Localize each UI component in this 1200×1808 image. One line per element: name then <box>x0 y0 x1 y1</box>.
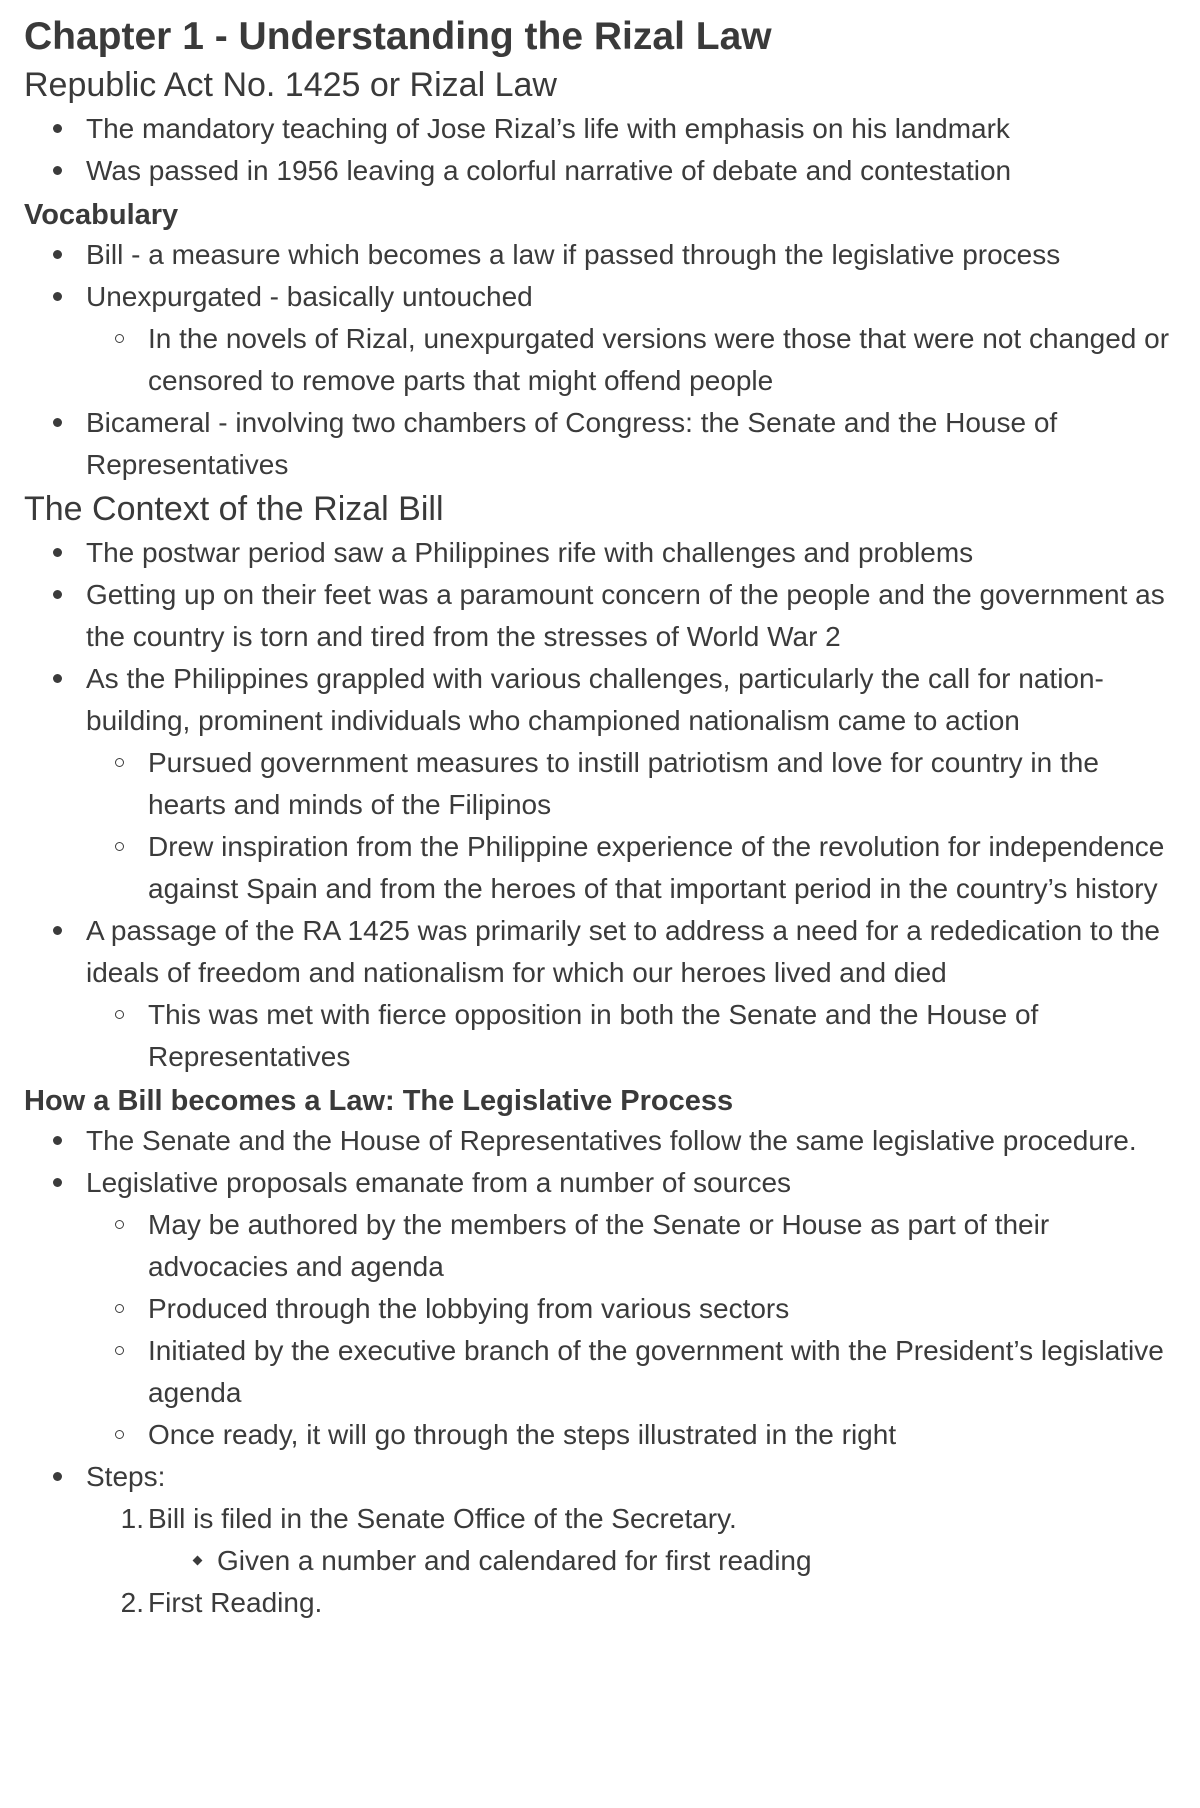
vocabulary-list <box>24 234 1176 486</box>
list-subitem: Once ready, it will go through the steps illustrated in the right <box>24 1414 1176 1456</box>
list-subitem: This was met with fierce opposition in both the Senate and the House of Representatives <box>24 994 1176 1078</box>
section-heading-vocabulary: Vocabulary <box>24 199 179 231</box>
list-item: The Senate and the House of Representatives follow the same legislative procedure. <box>24 1120 1176 1162</box>
list-subitem: Produced through the lobbying from various sectors <box>24 1288 1176 1330</box>
step-number: 1. <box>120 1503 144 1534</box>
section-heading-ra: Republic Act No. 1425 or Rizal Law <box>24 66 557 104</box>
bullet-icon <box>42 658 72 700</box>
hollow-bullet-icon <box>104 1288 134 1330</box>
bullet-icon <box>42 574 72 616</box>
hollow-bullet-icon <box>104 1204 134 1246</box>
list-item: The postwar period saw a Philippines rife with challenges and problems <box>24 532 1176 574</box>
list-item: Getting up on their feet was a paramount concern of the people and the government as the country is torn and tired from the stresses of World War 2 <box>24 574 1176 658</box>
list-subitem: Initiated by the executive branch of the government with the President’s legislative agenda <box>24 1330 1176 1414</box>
list-item: As the Philippines grappled with various challenges, particularly the call for nation-building, prominent individuals who championed nationalism came to action <box>24 658 1176 742</box>
bullet-icon <box>42 234 72 276</box>
hollow-bullet-icon <box>104 742 134 784</box>
list-subitem: Drew inspiration from the Philippine experience of the revolution for independence against Spain and from the heroes of that important period in the country’s history <box>24 826 1176 910</box>
list-subitem: In the novels of Rizal, unexpurgated versions were those that were not changed or censored to remove parts that might offend people <box>24 318 1176 402</box>
list-item: The mandatory teaching of Jose Rizal’s life with emphasis on his landmark <box>24 108 1176 150</box>
list-subitem: May be authored by the members of the Senate or House as part of their advocacies and agenda <box>24 1204 1176 1288</box>
context-list <box>24 532 1176 1078</box>
hollow-bullet-icon <box>104 826 134 868</box>
bullet-icon <box>42 276 72 318</box>
bullet-icon <box>42 532 72 574</box>
list-item: Bicameral - involving two chambers of Congress: the Senate and the House of Representatives <box>24 402 1176 486</box>
bullet-icon <box>42 150 72 192</box>
list-item: Bill - a measure which becomes a law if passed through the legislative process <box>24 234 1176 276</box>
list-item: Was passed in 1956 leaving a colorful narrative of debate and contestation <box>24 150 1176 192</box>
list-item: Steps: <box>24 1456 1176 1498</box>
bullet-icon <box>42 1120 72 1162</box>
bullet-icon <box>42 1456 72 1498</box>
numbered-step: 2. First Reading. <box>24 1582 1176 1624</box>
list-item: Unexpurgated - basically untouched <box>24 276 1176 318</box>
list-item: A passage of the RA 1425 was primarily set to address a need for a rededication to the ideals of freedom and nationalism for which our heroes lived and died <box>24 910 1176 994</box>
process-list <box>24 1120 1176 1624</box>
section-heading-context: The Context of the Rizal Bill <box>24 490 444 528</box>
step-number: 2. <box>120 1587 144 1618</box>
hollow-bullet-icon <box>104 994 134 1036</box>
numbered-step: 1. Bill is filed in the Senate Office of the Secretary. <box>24 1498 1176 1540</box>
bullet-icon <box>42 402 72 444</box>
ra-list <box>24 108 1176 192</box>
hollow-bullet-icon <box>104 1414 134 1456</box>
bullet-icon <box>42 1162 72 1204</box>
section-heading-legislative-process: How a Bill becomes a Law: The Legislative Process <box>24 1085 734 1117</box>
page-title: Chapter 1 - Understanding the Rizal Law <box>24 15 772 58</box>
list-subsubitem: Given a number and calendared for first reading <box>24 1540 1176 1582</box>
hollow-bullet-icon <box>104 1330 134 1372</box>
list-subitem: Pursued government measures to instill patriotism and love for country in the hearts and minds of the Filipinos <box>24 742 1176 826</box>
bullet-icon <box>42 910 72 952</box>
bullet-icon <box>42 108 72 150</box>
hollow-bullet-icon <box>104 318 134 360</box>
diamond-bullet-icon <box>182 1540 212 1582</box>
list-item: Legislative proposals emanate from a number of sources <box>24 1162 1176 1204</box>
